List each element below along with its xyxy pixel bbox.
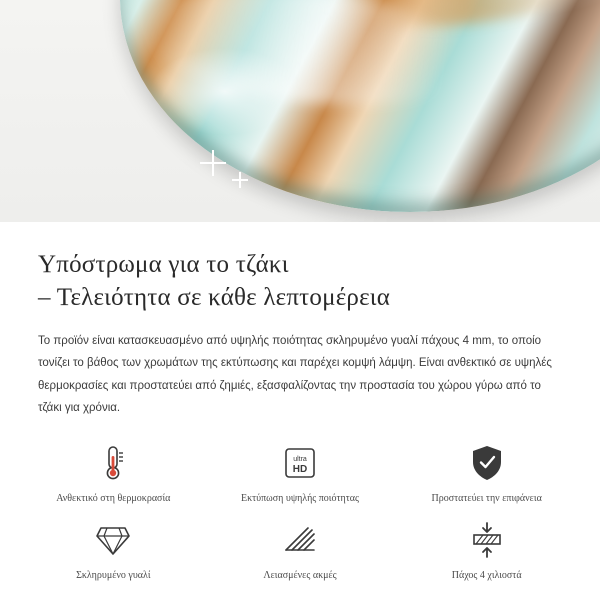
feature-label: Λειασμένες ακμές <box>263 569 337 581</box>
headline-line-2: – Τελειότητα σε κάθε λεπτομέρεια <box>38 284 391 311</box>
content-block <box>0 248 600 420</box>
feature-label: Πάχος 4 χιλιοστά <box>451 569 522 581</box>
feature-label: Προστατεύει την επιφάνεια <box>431 492 542 504</box>
feature-label: Σκληρυμένο γυαλί <box>76 569 151 581</box>
description-paragraph: Το προϊόν είναι κατασκευασμένο από υψηλής ποιότητας σκληρυμένο γυαλί πάχους 4 mm, το οποίο τονίζει το βάθος των χρωμάτων της εκτύπωσης και παρέχει κομψή λάμψη. Είναι ανθεκτικό σε υψηλές θερμοκρασίες και προστατεύει από ζημιές, εξασφαλίζοντας την προστασία του χώρου γύρω από το τζάκι για χρόνια. <box>38 335 552 415</box>
feature-item-tempered-glass <box>20 517 207 582</box>
feature-label: Ανθεκτικό στη θερμοκρασία <box>56 492 171 504</box>
feature-label: Εκτύπωση υψηλής ποιότητας <box>241 492 359 504</box>
feature-item-thickness <box>393 517 580 582</box>
ultra-hd-icon <box>277 440 323 486</box>
page-title <box>38 248 562 314</box>
feature-item-surface-protection <box>393 440 580 505</box>
headline-line-1: Υπόστρωμα για το τζάκι <box>38 251 289 278</box>
polished-edges-icon <box>277 517 323 563</box>
diamond-icon <box>90 517 136 563</box>
shield-check-icon <box>464 440 510 486</box>
thermometer-icon <box>90 440 136 486</box>
feature-list <box>0 440 600 582</box>
svg-text:ultra: ultra <box>293 455 307 463</box>
hero-image <box>0 0 600 222</box>
feature-item-temperature-resistant <box>20 440 207 505</box>
thickness-arrows-icon <box>464 517 510 563</box>
svg-text:HD: HD <box>292 463 308 475</box>
feature-item-polished-edges <box>207 517 394 582</box>
feature-item-high-quality-print <box>207 440 394 505</box>
